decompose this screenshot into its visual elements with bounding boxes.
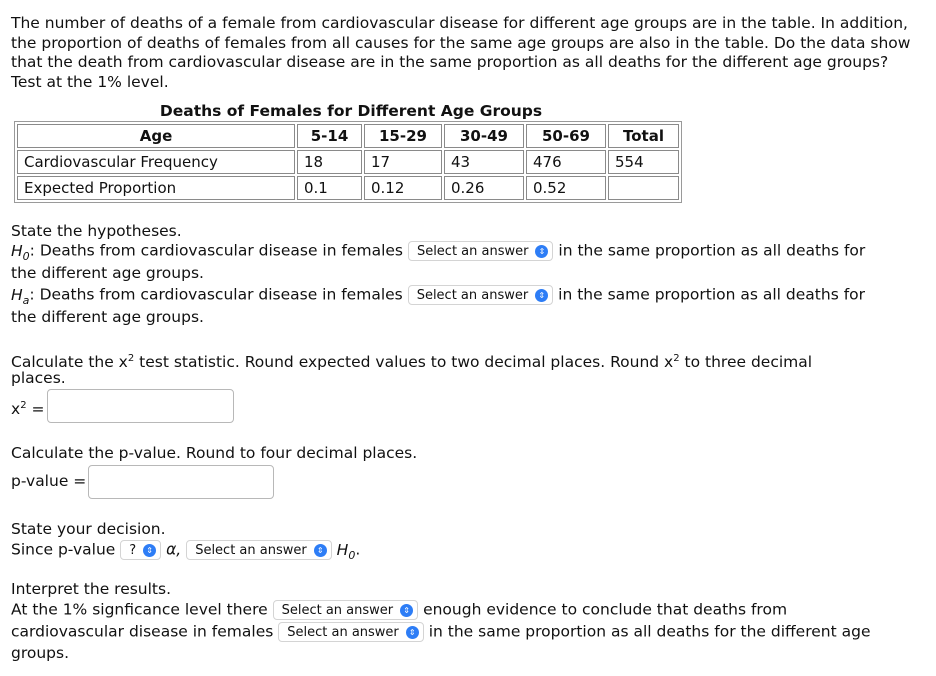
ha-continuation: the different age groups. (11, 308, 204, 326)
h0-prefix: Deaths from cardiovascular disease in females (39, 241, 403, 260)
question-text: The number of deaths of a female from cardiovascular disease for different age groups are in the table. In addition, the proportion of deaths of females from all causes for the same age groups are also in the table. Do the data show that the death from cardiovascular disease are in the same proportion as all deaths for the different age groups? Test at the 1% level. (11, 14, 911, 91)
interpret-heading: Interpret the results. (11, 580, 172, 598)
header-cell: 30-49 (444, 124, 524, 148)
header-cell: Age (17, 124, 295, 148)
decision-select[interactable]: Select an answer ⇕ (186, 540, 332, 560)
h0-symbol: $H_0$ (336, 540, 356, 562)
table-cell: 18 (297, 150, 362, 174)
select-arrow-icon: ⇕ (535, 289, 548, 302)
proportion-select[interactable]: Select an answer ⇕ (278, 622, 424, 642)
table-cell (608, 176, 679, 200)
decision-line: Since p-value ? ⇕ α, Select an answer ⇕ $H_0$. (11, 540, 361, 562)
table-cell: 17 (364, 150, 442, 174)
chi-instructions-cont: places. (11, 369, 66, 387)
evidence-select[interactable]: Select an answer ⇕ (273, 600, 419, 620)
header-cell: 50-69 (526, 124, 606, 148)
ha-prefix: Deaths from cardiovascular disease in females (39, 285, 403, 304)
ha-symbol: $H_a$ (11, 285, 30, 307)
alpha-symbol: α, (166, 540, 182, 559)
ha-suffix: in the same proportion as all deaths for (558, 285, 866, 304)
decision-prefix: Since p-value (11, 540, 116, 559)
table-header-row (17, 124, 679, 148)
hypotheses-heading: State the hypotheses. (11, 222, 182, 240)
table-row (17, 176, 679, 200)
table-cell: Cardiovascular Frequency (17, 150, 295, 174)
h0-symbol: $H_0$ (11, 241, 30, 263)
select-arrow-icon: ⇕ (535, 245, 548, 258)
table-cell: 0.12 (364, 176, 442, 200)
interpret-line1: At the 1% signficance level there Select an answer ⇕ enough evidence to conclude that deaths from (11, 600, 788, 619)
decision-heading: State your decision. (11, 520, 166, 538)
table-cell: Expected Proportion (17, 176, 295, 200)
table-cell: 476 (526, 150, 606, 174)
pvalue-label: p-value = (11, 472, 87, 490)
chi-square-input[interactable] (47, 389, 234, 423)
ha-line: $H_a$: Deaths from cardiovascular disease in females Select an answer ⇕ in the same proportion as all deaths for (11, 285, 866, 307)
h0-select[interactable]: Select an answer ⇕ (408, 241, 554, 261)
pvalue-instructions: Calculate the p-value. Round to four decimal places. (11, 444, 418, 462)
table-title: Deaths of Females for Different Age Groups (159, 102, 543, 120)
table-cell: 43 (444, 150, 524, 174)
table-cell: 0.26 (444, 176, 524, 200)
header-cell: 5-14 (297, 124, 362, 148)
h0-continuation: the different age groups. (11, 264, 204, 282)
table-cell: 0.1 (297, 176, 362, 200)
select-arrow-icon: ⇕ (406, 626, 419, 639)
ha-select[interactable]: Select an answer ⇕ (408, 285, 554, 305)
header-cell: 15-29 (364, 124, 442, 148)
select-arrow-icon: ⇕ (314, 544, 327, 557)
table-cell: 554 (608, 150, 679, 174)
select-arrow-icon: ⇕ (400, 604, 413, 617)
data-table (14, 121, 682, 203)
chi-instructions: Calculate the $x^2$ test statistic. Round expected values to two decimal places. Round $x^2$ to three decimal (11, 353, 813, 372)
comparison-select[interactable]: ? ⇕ (120, 540, 161, 560)
table-row (17, 150, 679, 174)
pvalue-input[interactable] (88, 465, 274, 499)
chi-label: $x^2$ = (11, 400, 45, 419)
table-cell: 0.52 (526, 176, 606, 200)
select-arrow-icon: ⇕ (143, 544, 156, 557)
interpret-line2: cardiovascular disease in females Select an answer ⇕ in the same proportion as all deaths for the different age (11, 622, 871, 641)
h0-suffix: in the same proportion as all deaths for (558, 241, 866, 260)
interpret-line3: groups. (11, 644, 70, 662)
h0-line: $H_0$: Deaths from cardiovascular disease in females Select an answer ⇕ in the same proportion as all deaths for (11, 241, 866, 263)
header-cell: Total (608, 124, 679, 148)
